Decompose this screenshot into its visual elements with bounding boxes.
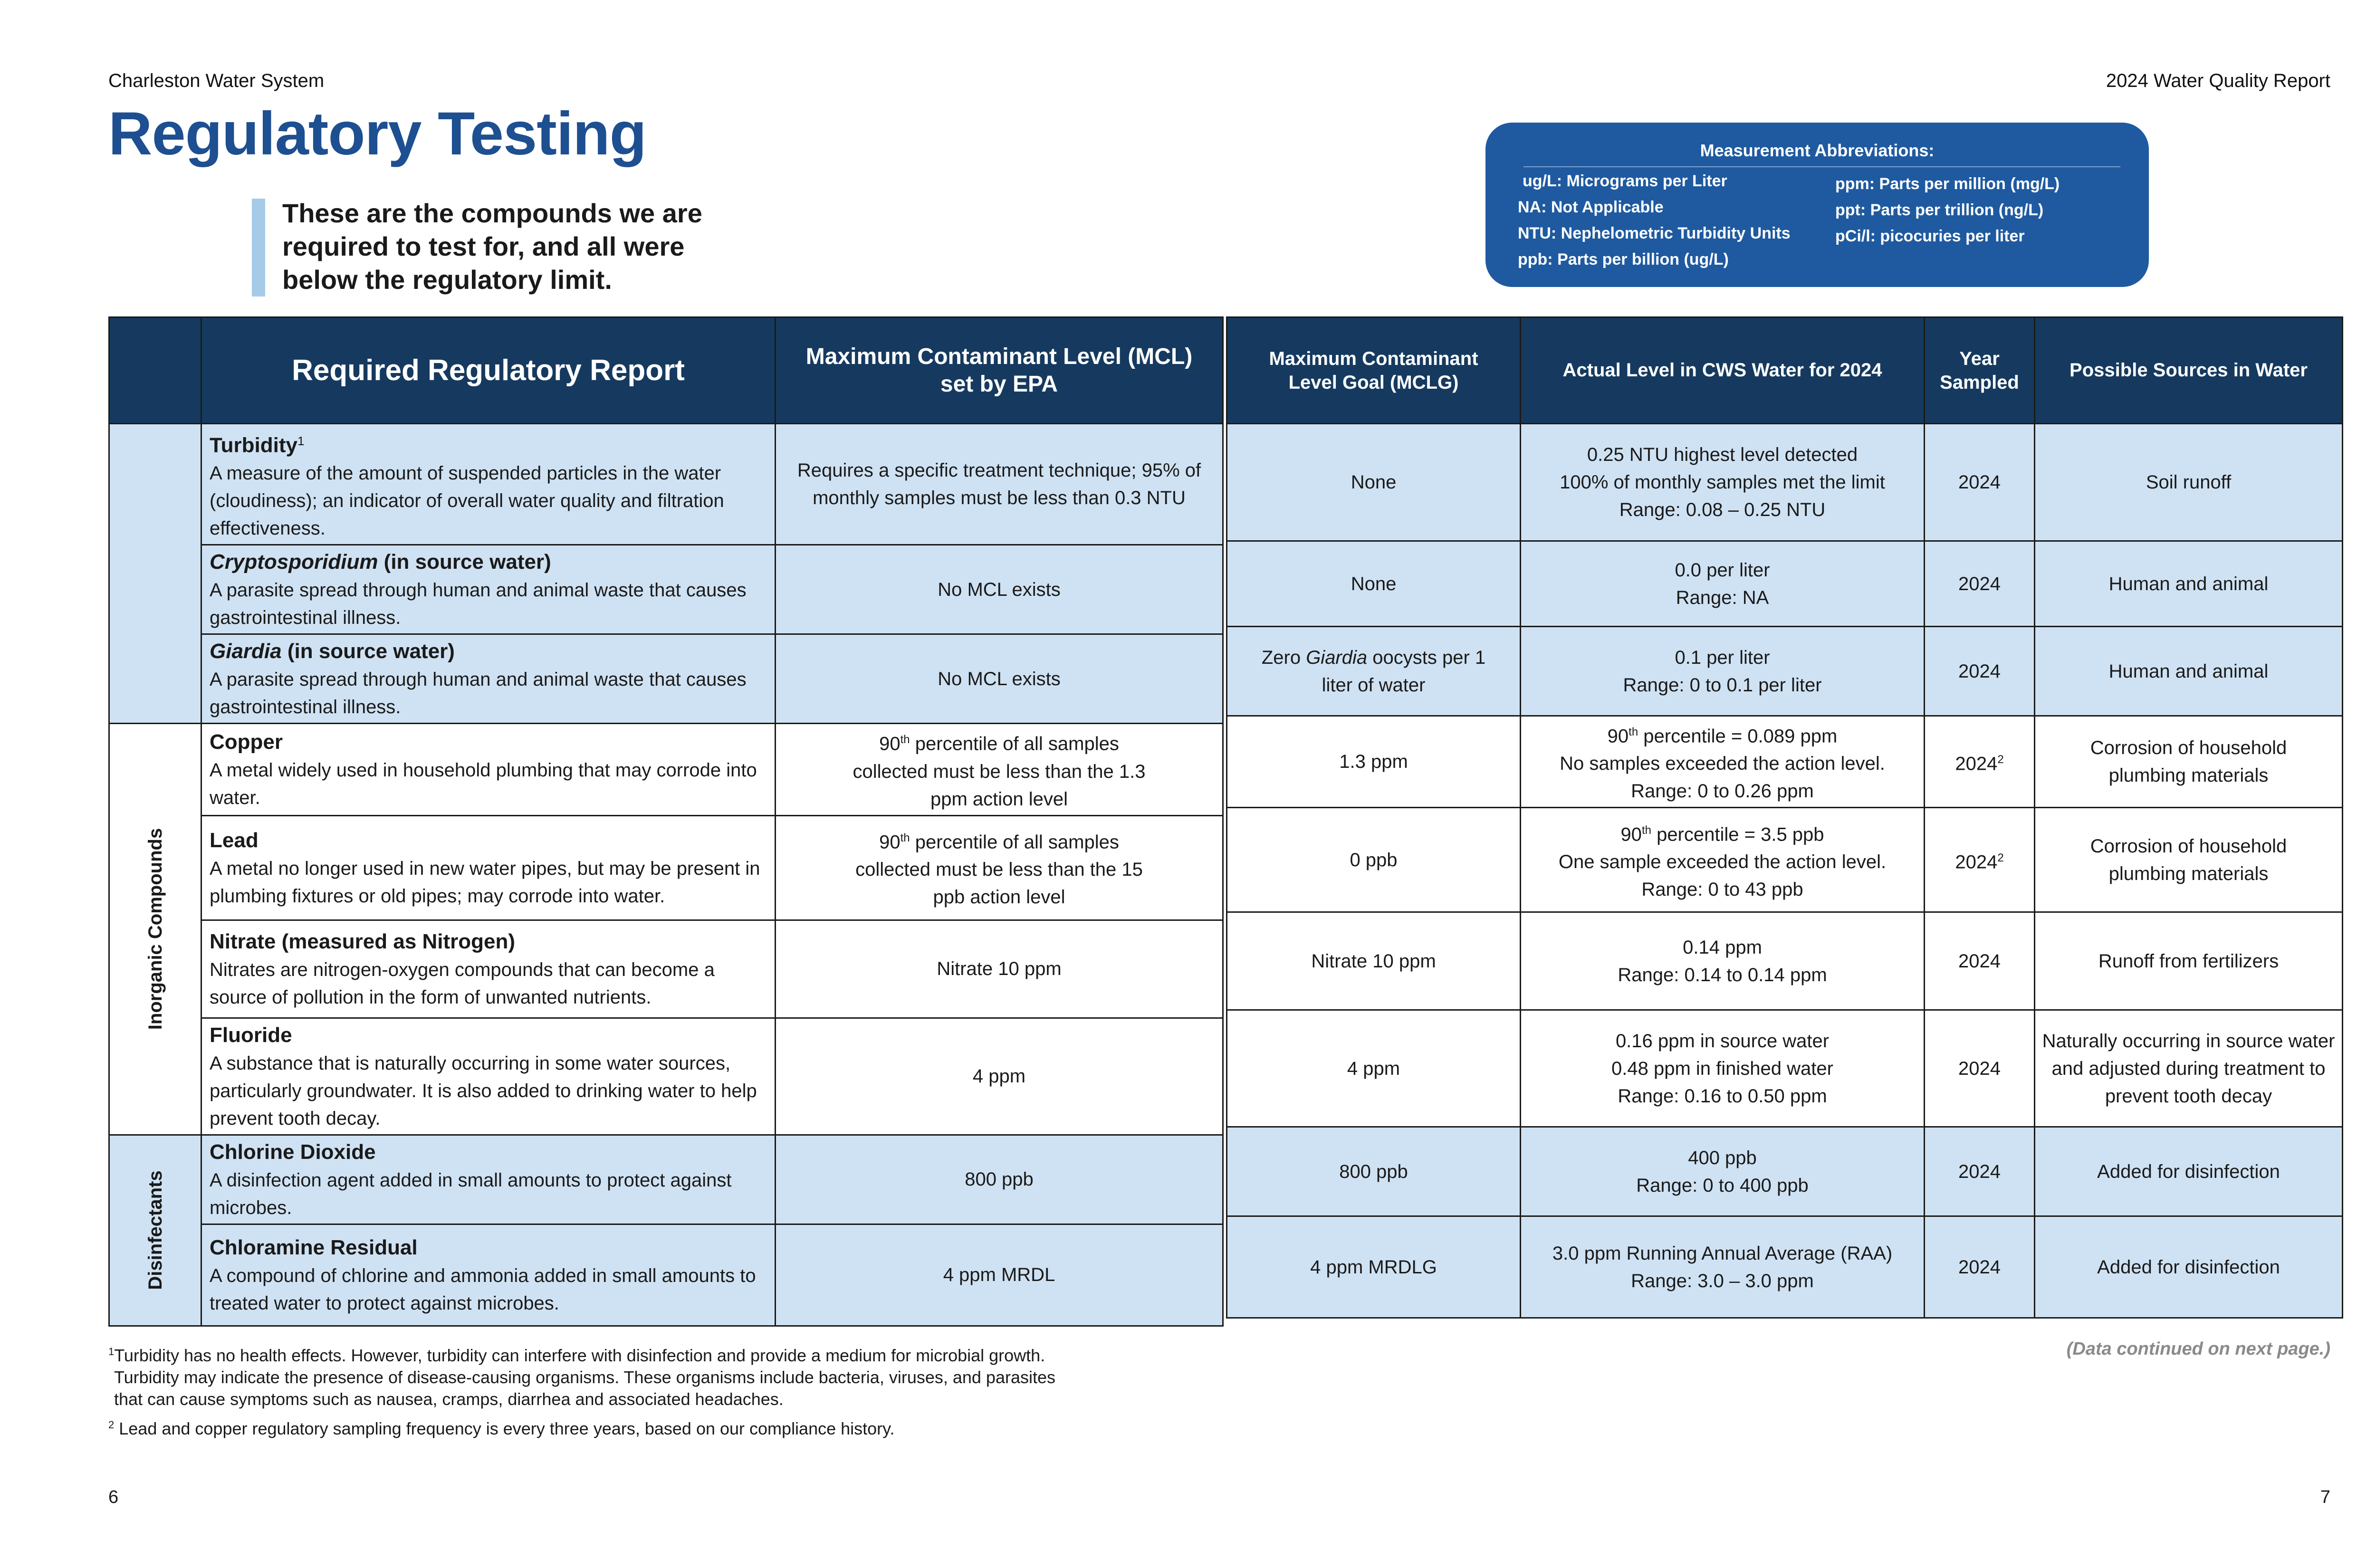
abbreviations-title: Measurement Abbreviations: — [1700, 141, 1935, 160]
page-number-left: 6 — [108, 1487, 119, 1507]
footnote-1 — [108, 1341, 1088, 1410]
group-inorganic — [109, 724, 201, 1135]
group-label: Disinfectants — [144, 1170, 166, 1290]
intro-text: These are the compounds we are required to test for, and all were below the regulatory limit. — [282, 198, 702, 295]
header-blank-cell — [109, 317, 201, 424]
contaminant-name: Chlorine Dioxide — [210, 1140, 376, 1164]
abbreviation-item: NA: Not Applicable — [1518, 198, 1664, 216]
table-row — [109, 920, 1223, 1018]
abbreviation-item: ppb: Parts per billion (ug/L) — [1518, 250, 1729, 268]
contaminant-description: A parasite spread through human and animal waste that causes gastrointestinal illness. — [210, 580, 747, 629]
table-row — [109, 1224, 1223, 1326]
sources-cell: Naturally occurring in source water and adjusted during treatment to prevent tooth decay — [2035, 1010, 2343, 1127]
abbreviations-right-list — [1835, 171, 2060, 249]
table-row — [109, 1018, 1223, 1135]
mclg-cell: Zero Giardia oocysts per 1 liter of water — [1227, 627, 1521, 716]
table-row — [1227, 541, 2343, 627]
contaminant-description: Nitrates are nitrogen-oxygen compounds that can become a source of pollution in the form of unwanted nutrients. — [210, 959, 715, 1008]
abbreviation-item: NTU: Nephelometric Turbidity Units — [1518, 224, 1791, 242]
contaminant-description: A disinfection agent added in small amounts to protect against microbes. — [210, 1169, 732, 1218]
abbreviation-item: ug/L: Micrograms per Liter — [1523, 172, 1727, 190]
mclg-cell: Nitrate 10 ppm — [1227, 912, 1521, 1010]
abbreviation-item: ppt: Parts per trillion (ng/L) — [1835, 201, 2044, 219]
footnote-1-text: Turbidity has no health effects. However, turbidity can interfere with disinfection and provide a medium for microbial growth. Turbidity may indicate the presence of disease-causing organisms. These organisms include bacteria, viruses, and parasites that can cause symptoms such as nausea, cramps, diarrhea and associated headaches. — [114, 1346, 1056, 1409]
contaminant-description: A compound of chlorine and ammonia added in small amounts to treated water to protect against microbes. — [210, 1265, 756, 1314]
header-mclg: Maximum Contaminant Level Goal (MCLG) — [1227, 317, 1521, 424]
page-number-right: 7 — [2320, 1487, 2330, 1507]
footnote-2 — [108, 1414, 1201, 1440]
contaminant-cell — [201, 1224, 776, 1326]
table-row — [1227, 808, 2343, 912]
contaminant-name: Nitrate (measured as Nitrogen) — [210, 929, 516, 953]
regulatory-table-left — [108, 316, 1224, 1327]
contaminant-name-italic: Giardia — [210, 640, 282, 663]
table-row — [1227, 424, 2343, 541]
mcl-cell: 4 ppm — [776, 1018, 1223, 1135]
table-row — [109, 634, 1223, 724]
year-cell: 2024 — [1925, 912, 2035, 1010]
table-row — [109, 815, 1223, 920]
year-cell: 2024 — [1925, 541, 2035, 627]
contaminant-cell — [201, 545, 776, 634]
table-row — [1227, 627, 2343, 716]
mclg-cell: 800 ppb — [1227, 1127, 1521, 1216]
mclg-cell: None — [1227, 424, 1521, 541]
sources-cell: Runoff from fertilizers — [2035, 912, 2343, 1010]
actual-level-cell: 3.0 ppm Running Annual Average (RAA) Range: 3.0 – 3.0 ppm — [1521, 1216, 1925, 1318]
actual-level-cell: 0.1 per liter Range: 0 to 0.1 per liter — [1521, 627, 1925, 716]
abbreviations-left-list — [1518, 168, 1791, 273]
abbreviation-item: pCi/l: picocuries per liter — [1835, 227, 2025, 245]
table-row — [1227, 1216, 2343, 1318]
year-cell: 2024$^2$ — [1925, 808, 2035, 912]
contaminant-name: Chloramine Residual — [210, 1235, 418, 1259]
mcl-cell: 90th percentile of all samples collected must be less than the 1.3 ppm action level — [776, 724, 1223, 815]
abbreviation-item: ppm: Parts per million (mg/L) — [1835, 175, 2060, 193]
year-cell: 2024 — [1925, 424, 2035, 541]
intro-accent-bar — [252, 199, 265, 296]
actual-level-cell: 0.16 ppm in source water 0.48 ppm in finished water Range: 0.16 to 0.50 ppm — [1521, 1010, 1925, 1127]
contaminant-cell — [201, 724, 776, 815]
header-report: Required Regulatory Report — [201, 317, 776, 424]
contaminant-name: Fluoride — [210, 1023, 292, 1047]
table-row — [1227, 716, 2343, 808]
actual-level-cell: 400 ppb Range: 0 to 400 ppb — [1521, 1127, 1925, 1216]
table-row — [109, 1135, 1223, 1224]
contaminant-name: (in source water) — [281, 640, 455, 663]
contaminant-description: A metal no longer used in new water pipes, but may be present in plumbing fixtures or old pipes; may corrode into water. — [210, 858, 760, 907]
header-year-sampled: Year Sampled — [1925, 317, 2035, 424]
header-mcl: Maximum Contaminant Level (MCL) set by EPA — [776, 317, 1223, 424]
year-cell: 2024 — [1925, 627, 2035, 716]
mclg-cell: 4 ppm MRDLG — [1227, 1216, 1521, 1318]
mcl-cell: Nitrate 10 ppm — [776, 920, 1223, 1018]
contaminant-description: A substance that is naturally occurring in some water sources, particularly groundwater. It is also added to drinking water to help prevent tooth decay. — [210, 1052, 757, 1129]
footnote-marker: 2 — [1997, 753, 2004, 766]
year-cell: 2024 — [1925, 1216, 2035, 1318]
regulatory-table-right — [1226, 316, 2343, 1319]
contaminant-description: A metal widely used in household plumbing that may corrode into water. — [210, 759, 757, 808]
mcl-cell: 800 ppb — [776, 1135, 1223, 1224]
table-row — [109, 724, 1223, 815]
sources-cell: Corrosion of household plumbing materials — [2035, 808, 2343, 912]
contaminant-cell — [201, 1018, 776, 1135]
contaminant-description: A parasite spread through human and animal waste that causes gastrointestinal illness. — [210, 669, 747, 718]
actual-level-cell: 90th percentile = 0.089 ppm No samples exceeded the action level. Range: 0 to 0.26 ppm — [1521, 716, 1925, 808]
mclg-cell: 1.3 ppm — [1227, 716, 1521, 808]
group-label: Inorganic Compounds — [144, 828, 166, 1030]
contaminant-name-italic: Cryptosporidium — [210, 550, 378, 574]
abbreviations-divider — [1523, 166, 2120, 167]
contaminant-cell — [201, 815, 776, 920]
contaminant-cell — [201, 1135, 776, 1224]
table-row — [109, 424, 1223, 545]
continued-note: (Data continued on next page.) — [2066, 1339, 2330, 1359]
contaminant-description: A measure of the amount of suspended particles in the water (cloudiness); an indicator of overall water quality and filtration effectiveness. — [210, 463, 724, 539]
sources-cell: Added for disinfection — [2035, 1127, 2343, 1216]
header-sources: Possible Sources in Water — [2035, 317, 2343, 424]
contaminant-name: Turbidity — [210, 433, 297, 457]
mcl-cell: No MCL exists — [776, 545, 1223, 634]
contaminant-cell — [201, 920, 776, 1018]
contaminant-cell — [201, 634, 776, 724]
sources-cell: Corrosion of household plumbing materials — [2035, 716, 2343, 808]
contaminant-cell — [201, 424, 776, 545]
actual-level-cell: 0.0 per liter Range: NA — [1521, 541, 1925, 627]
mcl-cell: Requires a specific treatment technique; 95% of monthly samples must be less than 0.3 NTU — [776, 424, 1223, 545]
group-disinfectants — [109, 1135, 201, 1326]
table-row — [1227, 1127, 2343, 1216]
org-name: Charleston Water System — [108, 70, 325, 91]
mcl-cell: No MCL exists — [776, 634, 1223, 724]
footnote-2-text: Lead and copper regulatory sampling frequency is every three years, based on our compliance history. — [114, 1419, 895, 1438]
sources-cell: Added for disinfection — [2035, 1216, 2343, 1318]
contaminant-name: Lead — [210, 828, 259, 852]
contaminant-name: Copper — [210, 730, 283, 754]
page-title: Regulatory Testing — [108, 100, 646, 168]
group-microbial — [109, 424, 201, 724]
table-header-row — [109, 317, 1223, 424]
actual-level-cell: 0.14 ppm Range: 0.14 to 0.14 ppm — [1521, 912, 1925, 1010]
contaminant-name: (in source water) — [378, 550, 551, 574]
footnote-marker: 1 — [297, 434, 305, 448]
actual-level-cell: 90th percentile = 3.5 ppb One sample exceeded the action level. Range: 0 to 43 ppb — [1521, 808, 1925, 912]
table-row — [1227, 1010, 2343, 1127]
year-cell: 2024$^2$ — [1925, 716, 2035, 808]
abbreviations-box — [1485, 123, 2149, 287]
mcl-cell: 90th percentile of all samples collected must be less than the 15 ppb action level — [776, 815, 1223, 920]
table-row — [109, 545, 1223, 634]
mclg-cell: 0 ppb — [1227, 808, 1521, 912]
sources-cell: Human and animal — [2035, 541, 2343, 627]
table-row — [1227, 912, 2343, 1010]
sources-cell: Human and animal — [2035, 627, 2343, 716]
mclg-cell: None — [1227, 541, 1521, 627]
footnote-2-marker: 2 — [108, 1419, 115, 1431]
year-cell: 2024 — [1925, 1127, 2035, 1216]
report-name: 2024 Water Quality Report — [2106, 70, 2330, 91]
footnote-1-marker: 1 — [108, 1346, 115, 1358]
header-actual-level: Actual Level in CWS Water for 2024 — [1521, 317, 1925, 424]
year-cell: 2024 — [1925, 1010, 2035, 1127]
footnote-marker: 2 — [1997, 851, 2004, 864]
sources-cell: Soil runoff — [2035, 424, 2343, 541]
mclg-cell: 4 ppm — [1227, 1010, 1521, 1127]
actual-level-cell: 0.25 NTU highest level detected 100% of monthly samples met the limit Range: 0.08 – 0.25 NTU — [1521, 424, 1925, 541]
mcl-cell: 4 ppm MRDL — [776, 1224, 1223, 1326]
table-header-row — [1227, 317, 2343, 424]
